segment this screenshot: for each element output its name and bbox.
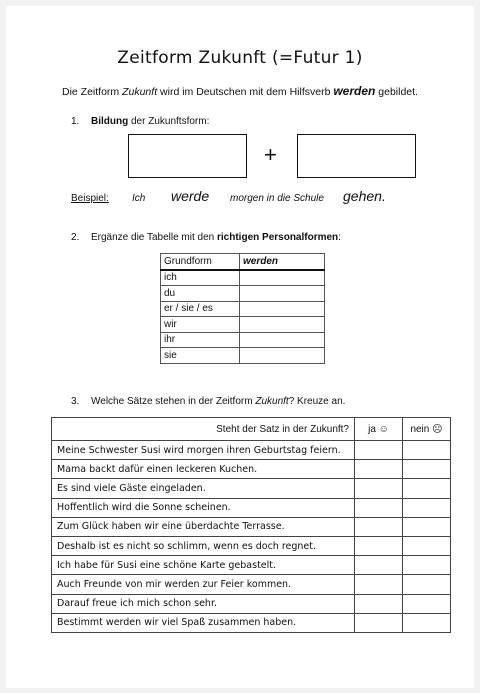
worksheet-title: Zeitform Zukunft (=Futur 1) xyxy=(117,48,363,68)
conjugation-row xyxy=(161,317,325,333)
question-1-text: der Zukunftsform: xyxy=(128,116,210,127)
example-word-ich: Ich xyxy=(132,193,146,204)
future-check-table xyxy=(51,417,451,633)
example-gehen-text: gehen xyxy=(343,188,382,204)
no-checkbox-cell[interactable] xyxy=(403,594,451,613)
pronoun-cell: ihr xyxy=(161,332,240,348)
sentence-row xyxy=(52,498,451,517)
conjugation-row xyxy=(161,286,325,302)
sentence-text: Meine Schwester Susi wird morgen ihren Geburtstag feiern. xyxy=(52,441,355,460)
answer-box-left[interactable] xyxy=(128,134,247,178)
no-checkbox-cell[interactable] xyxy=(403,441,451,460)
check-header-question: Steht der Satz in der Zukunft? xyxy=(52,418,355,441)
check-header-yes: ja ☺ xyxy=(355,418,403,441)
yes-checkbox-cell[interactable] xyxy=(355,536,403,555)
example-word-werde: werde xyxy=(171,188,210,204)
question-3-text-1: Welche Sätze stehen in der Zeitform xyxy=(91,396,256,407)
question-3-number: 3. xyxy=(71,396,80,407)
yes-checkbox-cell[interactable] xyxy=(355,594,403,613)
example-label-text: Beispiel: xyxy=(71,193,109,204)
worksheet-page xyxy=(6,6,474,688)
intro-text-3: gebildet. xyxy=(375,86,418,98)
conjugation-answer-cell[interactable] xyxy=(240,286,325,302)
no-checkbox-cell[interactable] xyxy=(403,556,451,575)
intro-zukunft: Zukunft xyxy=(122,86,158,98)
yes-checkbox-cell[interactable] xyxy=(355,498,403,517)
yes-checkbox-cell[interactable] xyxy=(355,517,403,536)
sentence-text: Bestimmt werden wir viel Spaß zusammen haben. xyxy=(52,613,355,632)
question-1-bold: Bildung xyxy=(91,116,129,127)
question-2-bold: richtigen Personalformen xyxy=(217,232,339,243)
question-2 xyxy=(71,232,341,243)
yes-checkbox-cell[interactable] xyxy=(355,460,403,479)
question-3-text-2: ? Kreuze an. xyxy=(288,396,346,407)
intro-werden: werden xyxy=(333,84,376,98)
sentence-text: Deshalb ist es nicht so schlimm, wenn es doch regnet. xyxy=(52,536,355,555)
pronoun-cell: wir xyxy=(161,317,240,333)
no-checkbox-cell[interactable] xyxy=(403,498,451,517)
sentence-row xyxy=(52,556,451,575)
pronoun-cell: sie xyxy=(161,348,240,364)
sentence-text: Ich habe für Susi eine schöne Karte gebastelt. xyxy=(52,556,355,575)
sentence-text: Mama backt dafür einen leckeren Kuchen. xyxy=(52,460,355,479)
no-checkbox-cell[interactable] xyxy=(403,536,451,555)
question-1 xyxy=(71,116,209,127)
conjugation-row xyxy=(161,270,325,286)
conjugation-answer-cell[interactable] xyxy=(240,332,325,348)
no-checkbox-cell[interactable] xyxy=(403,517,451,536)
no-checkbox-cell[interactable] xyxy=(403,575,451,594)
sentence-row xyxy=(52,594,451,613)
example-word-gehen xyxy=(343,188,386,204)
yes-checkbox-cell[interactable] xyxy=(355,575,403,594)
question-1-number: 1. xyxy=(71,116,80,127)
sentence-text: Auch Freunde von mir werden zur Feier kommen. xyxy=(52,575,355,594)
question-2-number: 2. xyxy=(71,232,80,243)
check-header-row xyxy=(52,418,451,441)
sentence-row xyxy=(52,479,451,498)
conjugation-answer-cell[interactable] xyxy=(240,348,325,364)
conjugation-row xyxy=(161,301,325,317)
no-checkbox-cell[interactable] xyxy=(403,613,451,632)
conjugation-row xyxy=(161,332,325,348)
yes-checkbox-cell[interactable] xyxy=(355,441,403,460)
example-label xyxy=(71,193,109,204)
question-2-text-2: : xyxy=(338,232,341,243)
sentence-text: Darauf freue ich mich schon sehr. xyxy=(52,594,355,613)
conjugation-answer-cell[interactable] xyxy=(240,317,325,333)
plus-sign: + xyxy=(264,142,277,167)
sentence-row xyxy=(52,460,451,479)
question-3-italic: Zukunft xyxy=(255,396,289,407)
intro-text-1: Die Zeitform xyxy=(62,86,123,98)
answer-box-right[interactable] xyxy=(297,134,416,178)
pronoun-cell: du xyxy=(161,286,240,302)
yes-checkbox-cell[interactable] xyxy=(355,556,403,575)
conjugation-table xyxy=(160,253,325,364)
header-werden: werden xyxy=(240,254,325,270)
no-checkbox-cell[interactable] xyxy=(403,460,451,479)
pronoun-cell: ich xyxy=(161,270,240,286)
sentence-row xyxy=(52,575,451,594)
sentence-row xyxy=(52,536,451,555)
check-header-no: nein ☹ xyxy=(403,418,451,441)
intro-sentence xyxy=(62,84,418,98)
header-grundform: Grundform xyxy=(161,254,240,270)
intro-text-2: wird im Deutschen mit dem Hilfsverb xyxy=(157,86,334,98)
sentence-text: Es sind viele Gäste eingeladen. xyxy=(52,479,355,498)
sentence-text: Hoffentlich wird die Sonne scheinen. xyxy=(52,498,355,517)
sentence-row xyxy=(52,613,451,632)
no-checkbox-cell[interactable] xyxy=(403,479,451,498)
pronoun-cell: er / sie / es xyxy=(161,301,240,317)
conjugation-answer-cell[interactable] xyxy=(240,270,325,286)
example-period: . xyxy=(381,188,386,204)
conjugation-answer-cell[interactable] xyxy=(240,301,325,317)
question-3 xyxy=(71,396,345,407)
question-2-text-1: Ergänze die Tabelle mit den xyxy=(91,232,218,243)
conjugation-header-row xyxy=(161,254,325,270)
sentence-row xyxy=(52,517,451,536)
yes-checkbox-cell[interactable] xyxy=(355,479,403,498)
sentence-row xyxy=(52,441,451,460)
example-phrase: morgen in die Schule xyxy=(230,193,324,204)
sentence-text: Zum Glück haben wir eine überdachte Terrasse. xyxy=(52,517,355,536)
conjugation-row xyxy=(161,348,325,364)
yes-checkbox-cell[interactable] xyxy=(355,613,403,632)
